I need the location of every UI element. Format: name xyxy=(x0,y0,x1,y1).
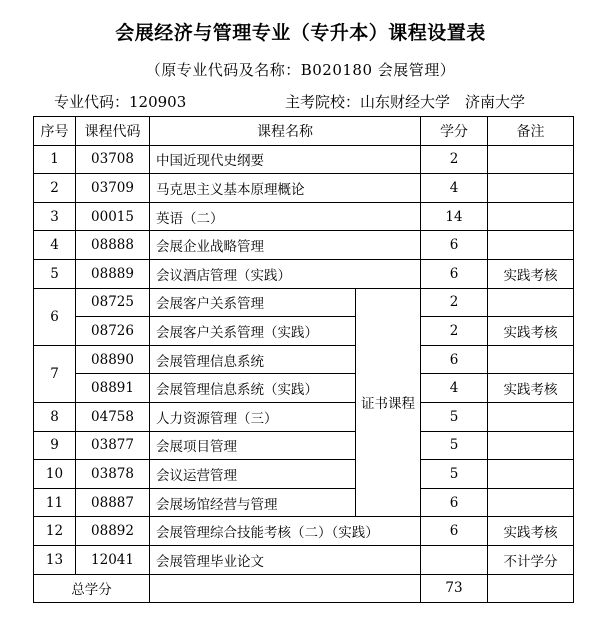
credit-cell: 2 xyxy=(421,317,488,346)
name-cell: 会展场馆经营与管理 xyxy=(150,488,356,517)
note-cell xyxy=(488,231,574,260)
seq-cell: 9 xyxy=(34,431,76,460)
header-seq: 序号 xyxy=(34,117,76,146)
seq-cell: 3 xyxy=(34,202,76,231)
code-cell: 08726 xyxy=(76,317,150,346)
credit-cell: 14 xyxy=(421,202,488,231)
major-code: 专业代码：120903 xyxy=(54,93,187,111)
seq-cell: 2 xyxy=(34,174,76,203)
name-cell: 马克思主义基本原理概论 xyxy=(150,174,421,203)
credit-cell: 6 xyxy=(421,517,488,546)
credit-cell: 2 xyxy=(421,145,488,174)
table-row xyxy=(34,288,574,317)
seq-cell: 11 xyxy=(34,488,76,517)
credit-cell: 6 xyxy=(421,231,488,260)
seq-cell: 5 xyxy=(34,259,76,288)
seq-cell: 6 xyxy=(34,288,76,345)
table-row xyxy=(34,231,574,260)
credit-cell: 5 xyxy=(421,431,488,460)
code-cell: 03708 xyxy=(76,145,150,174)
note-cell: 实践考核 xyxy=(488,374,574,403)
seq-cell: 10 xyxy=(34,460,76,489)
note-cell xyxy=(488,288,574,317)
table-row xyxy=(34,145,574,174)
header-code: 课程代码 xyxy=(76,117,150,146)
credit-cell: 4 xyxy=(421,174,488,203)
name-cell: 会展项目管理 xyxy=(150,431,356,460)
name-cell: 会展企业战略管理 xyxy=(150,231,421,260)
seq-cell: 1 xyxy=(34,145,76,174)
total-credit: 73 xyxy=(421,574,488,603)
credit-cell xyxy=(421,545,488,574)
note-cell xyxy=(488,402,574,431)
note-cell xyxy=(488,345,574,374)
page-title: 会展经济与管理专业（专升本）课程设置表 xyxy=(115,22,486,44)
code-cell: 03709 xyxy=(76,174,150,203)
seq-cell: 8 xyxy=(34,402,76,431)
name-cell: 会展管理综合技能考核（二）（实践） xyxy=(150,517,421,546)
seq-cell: 12 xyxy=(34,517,76,546)
name-cell: 人力资源管理（三） xyxy=(150,402,356,431)
note-cell: 实践考核 xyxy=(488,259,574,288)
code-cell: 08887 xyxy=(76,488,150,517)
name-cell: 英语（二） xyxy=(150,202,421,231)
code-cell: 08890 xyxy=(76,345,150,374)
code-cell: 03877 xyxy=(76,431,150,460)
note-cell xyxy=(488,145,574,174)
name-cell: 会展客户关系管理 xyxy=(150,288,356,317)
name-cell: 中国近现代史纲要 xyxy=(150,145,421,174)
table-row xyxy=(34,402,574,431)
note-cell xyxy=(488,431,574,460)
table-row xyxy=(34,460,574,489)
name-cell: 会展管理信息系统 xyxy=(150,345,356,374)
note-cell xyxy=(488,488,574,517)
table-row xyxy=(34,345,574,374)
code-cell: 08888 xyxy=(76,231,150,260)
table-row xyxy=(34,431,574,460)
total-label: 总学分 xyxy=(34,574,150,603)
code-cell: 08891 xyxy=(76,374,150,403)
page-subtitle: （原专业代码及名称：B020180 会展管理） xyxy=(145,61,456,79)
header-name: 课程名称 xyxy=(150,117,421,146)
credit-cell: 6 xyxy=(421,345,488,374)
table-row xyxy=(34,545,574,574)
name-cell: 会议酒店管理（实践） xyxy=(150,259,421,288)
code-cell: 00015 xyxy=(76,202,150,231)
credit-cell: 5 xyxy=(421,402,488,431)
note-cell: 实践考核 xyxy=(488,317,574,346)
table-header-row xyxy=(34,117,574,146)
credit-cell: 4 xyxy=(421,374,488,403)
code-cell: 08892 xyxy=(76,517,150,546)
note-cell xyxy=(488,202,574,231)
total-row xyxy=(34,574,574,603)
total-empty-cell xyxy=(150,574,421,603)
course-table xyxy=(33,116,574,603)
credit-cell: 5 xyxy=(421,460,488,489)
credit-cell: 6 xyxy=(421,488,488,517)
code-cell: 08889 xyxy=(76,259,150,288)
code-cell: 12041 xyxy=(76,545,150,574)
code-cell: 04758 xyxy=(76,402,150,431)
seq-cell: 13 xyxy=(34,545,76,574)
table-row xyxy=(34,202,574,231)
total-note-cell xyxy=(488,574,574,603)
table-row xyxy=(34,488,574,517)
seq-cell: 4 xyxy=(34,231,76,260)
table-row xyxy=(34,317,574,346)
credit-cell: 6 xyxy=(421,259,488,288)
code-cell: 08725 xyxy=(76,288,150,317)
header-credit: 学分 xyxy=(421,117,488,146)
code-cell: 03878 xyxy=(76,460,150,489)
table-row xyxy=(34,174,574,203)
name-cell: 会展管理毕业论文 xyxy=(150,545,421,574)
note-cell: 实践考核 xyxy=(488,517,574,546)
table-row xyxy=(34,374,574,403)
name-cell: 会议运营管理 xyxy=(150,460,356,489)
note-cell: 不计学分 xyxy=(488,545,574,574)
name-cell: 会展客户关系管理（实践） xyxy=(150,317,356,346)
exam-schools: 主考院校：山东财经大学 济南大学 xyxy=(285,93,526,111)
name-cell: 会展管理信息系统（实践） xyxy=(150,374,356,403)
table-row xyxy=(34,517,574,546)
credit-cell: 2 xyxy=(421,288,488,317)
note-cell xyxy=(488,460,574,489)
note-cell xyxy=(488,174,574,203)
seq-cell: 7 xyxy=(34,345,76,402)
certificate-course-cell: 证书课程 xyxy=(356,288,421,517)
header-note: 备注 xyxy=(488,117,574,146)
table-row xyxy=(34,259,574,288)
